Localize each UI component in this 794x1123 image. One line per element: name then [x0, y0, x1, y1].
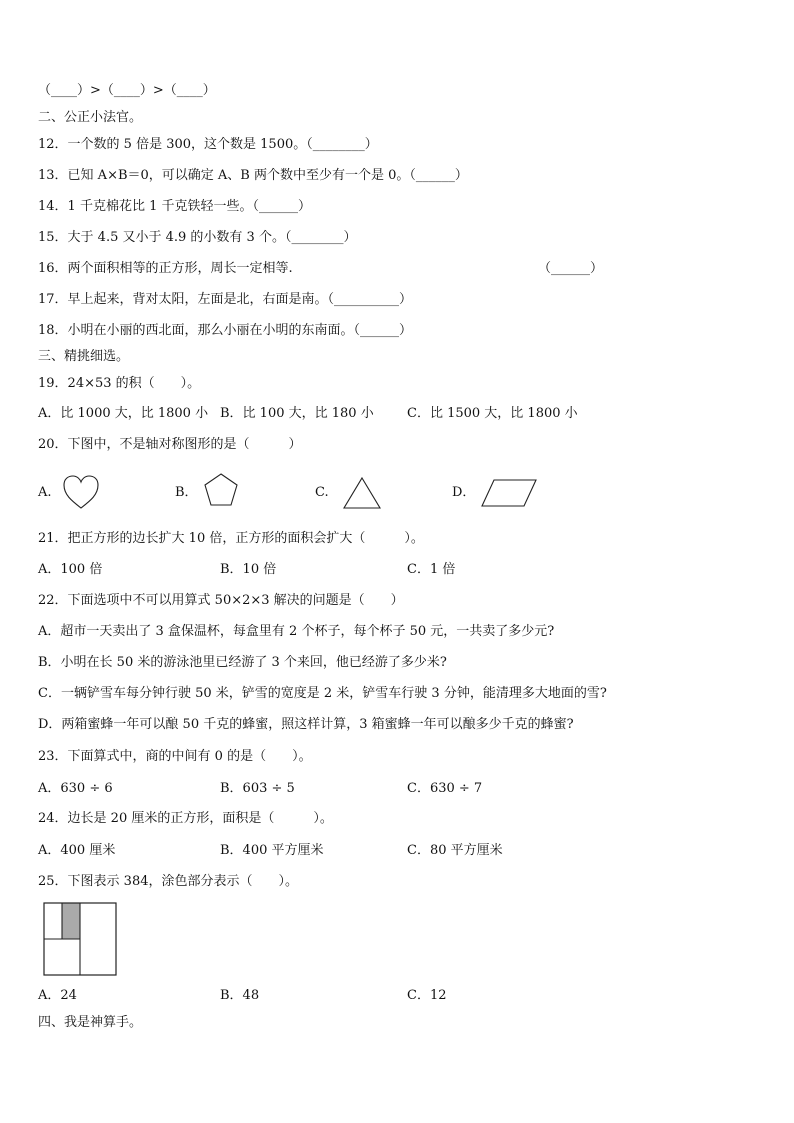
question-23: 23．下面算式中，商的中间有 0 的是（ ）。 — [38, 749, 312, 764]
q20-option-c: C. — [315, 485, 329, 500]
comparison-blanks: （____）>（____）>（____） — [38, 83, 216, 98]
q20-option-d: D． — [452, 485, 476, 500]
q22-option-c: C．一辆铲雪车每分钟行驶 50 米，铲雪的宽度是 2 米，铲雪车行驶 3 分钟，能清理多大地面的雪? — [38, 686, 607, 701]
section-4-heading: 四、我是神算手。 — [38, 1015, 143, 1030]
q23-option-c: C．630 ÷ 7 — [407, 781, 483, 796]
q19-option-b: B．比 100 大，比 180 小 — [220, 406, 374, 421]
question-20: 20．下图中，不是轴对称图形的是（ ） — [38, 437, 302, 452]
q22-option-d: D．两箱蜜蜂一年可以酿 50 千克的蜂蜜，照这样计算，3 箱蜜蜂一年可以酿多少千克的蜂蜜? — [38, 717, 574, 732]
q21-option-c: C．1 倍 — [407, 562, 456, 577]
q23-option-b: B．603 ÷ 5 — [220, 781, 295, 796]
q23-option-a: A．630 ÷ 6 — [38, 781, 113, 796]
heart-shape — [62, 474, 100, 510]
q25-option-c: C．12 — [407, 988, 447, 1003]
q22-option-a: A．超市一天卖出了 3 盒保温杯，每盒里有 2 个杯子，每个杯子 50 元，一共卖了多少元? — [38, 624, 555, 639]
q22-option-b: B．小明在长 50 米的游泳池里已经游了 3 个来回，他已经游了多少米? — [38, 655, 447, 670]
pentagon-shape — [202, 472, 240, 508]
q25-option-a: A．24 — [38, 988, 77, 1003]
question-25: 25．下图表示 384，涂色部分表示（ ）。 — [38, 874, 298, 889]
q24-option-b: B．400 平方厘米 — [220, 843, 324, 858]
question-16: 16．两个面积相等的正方形，周长一定相等. — [38, 261, 293, 276]
q20-option-b: B． — [175, 485, 198, 500]
question-16-blank: （______） — [538, 261, 604, 276]
question-21: 21．把正方形的边长扩大 10 倍，正方形的面积会扩大（ ）。 — [38, 531, 424, 546]
question-15: 15．大于 4.5 又小于 4.9 的小数有 3 个。（________） — [38, 230, 357, 245]
q19-option-a: A．比 1000 大，比 1800 小 — [38, 406, 209, 421]
question-18: 18．小明在小丽的西北面，那么小丽在小明的东南面。（______） — [38, 323, 413, 338]
q20-option-a: A. — [38, 485, 52, 500]
question-24: 24．边长是 20 厘米的正方形，面积是（ ）。 — [38, 811, 333, 826]
q19-option-c: C．比 1500 大，比 1800 小 — [407, 406, 578, 421]
question-22: 22．下面选项中不可以用算式 50×2×3 解决的问题是（ ） — [38, 593, 404, 608]
question-19: 19．24×53 的积（ ）。 — [38, 376, 201, 391]
question-14: 14．1 千克棉花比 1 千克铁轻一些。（______） — [38, 199, 311, 214]
triangle-shape — [342, 475, 382, 511]
q21-option-b: B．10 倍 — [220, 562, 277, 577]
q21-option-a: A．100 倍 — [38, 562, 103, 577]
parallelogram-shape — [480, 478, 538, 508]
fraction-square-diagram — [43, 902, 117, 976]
q24-option-c: C．80 平方厘米 — [407, 843, 503, 858]
q24-option-a: A．400 厘米 — [38, 843, 116, 858]
question-17: 17．早上起来，背对太阳，左面是北，右面是南。（__________） — [38, 292, 413, 307]
question-12: 12．一个数的 5 倍是 300，这个数是 1500。（________） — [38, 137, 378, 152]
question-13: 13．已知 A×B＝0，可以确定 A、B 两个数中至少有一个是 0。（______） — [38, 168, 468, 183]
q25-option-b: B．48 — [220, 988, 260, 1003]
section-3-heading: 三、精挑细选。 — [38, 349, 130, 364]
section-2-heading: 二、公正小法官。 — [38, 110, 143, 125]
